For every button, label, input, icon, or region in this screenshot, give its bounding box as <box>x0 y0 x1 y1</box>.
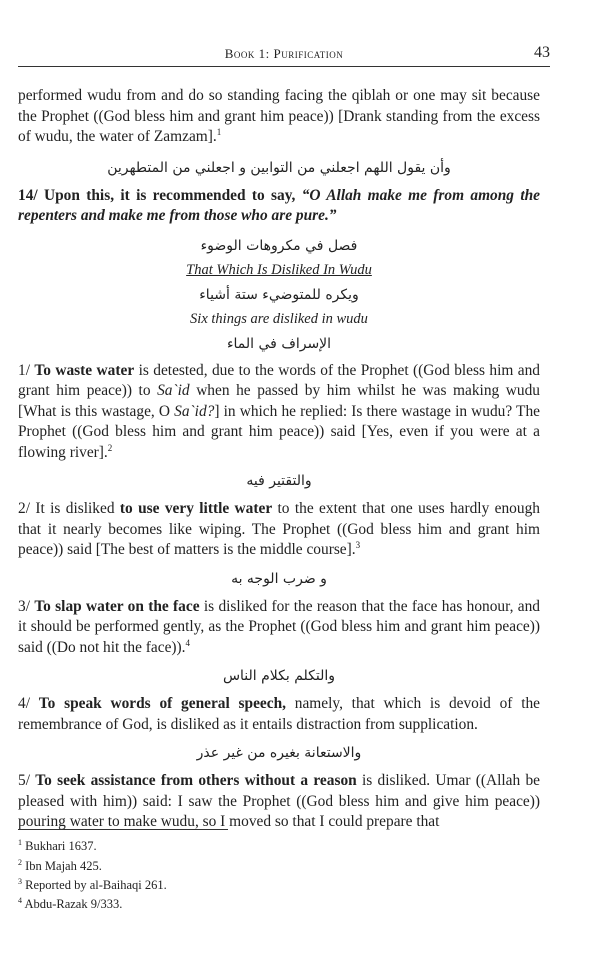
footnote-3: $^3$ Reported by al-Baihaqi 261. <box>18 876 167 892</box>
page-body <box>18 86 540 833</box>
six-things-caption: Six things are disliked in wudu <box>190 310 368 327</box>
footnote-ref-3: 3 <box>355 539 361 550</box>
footnote-ref-2: 2 <box>107 442 113 453</box>
page-number: 43 <box>534 44 550 61</box>
arabic-israf: الإسراف في الماء <box>226 335 332 352</box>
arabic-supplication: وأن يقول اللهم اجعلني من التوابين و اجعلني من المتطهرين <box>107 159 451 176</box>
footnote-ref-4: 4 <box>185 637 191 648</box>
arabic-takallum: والتكلم بكلام الناس <box>222 668 336 684</box>
footnote-ref-1: 1 <box>216 126 222 137</box>
item-3: 3/ To slap water on the face is disliked for the reason that the face has honour, and it should be performed gently, as the Prophet ((God bless him and grant him peace)) said ((Do not hit the face)).$^4$ <box>18 597 540 656</box>
footnote-divider <box>18 829 228 830</box>
footnote-2: $^2$ Ibn Majah 425. <box>18 857 102 873</box>
arabic-six-things: ويكره للمتوضيء ستة أشياء <box>199 286 359 303</box>
footnote-4: $^4$ Abdu-Razak 9/333. <box>18 895 123 911</box>
paragraph-14: 14/ Upon this, it is recommended to say, “O Allah make me from among the repenters and make me from those who are pure.” <box>18 186 540 224</box>
item-5: 5/ To seek assistance from others without a reason is disliked. Umar ((Allah be pleased with him)) said: I saw the Prophet ((God bless him and give him peace)) pouring water to make wudu, so I moved so that I could prepare that <box>18 772 540 830</box>
item-1: 1/ To waste water is detested, due to the words of the Prophet ((God bless him and grant him peace)) to Sa`id when he passed by him whilst he was making wudu [What is this wastage, O Sa`id?] in which he replied: Is there wastage in wudu? The Prophet ((God bless him and grant him peace)) said [Yes, even if you were at a flowing river].$^2$ <box>18 361 540 461</box>
footnote-1: $^1$ Bukhari 1637. <box>18 837 97 853</box>
paragraph-continuation: performed wudu from and do so standing facing the qiblah or one may sit because the Prophet ((God bless him and grant him peace)) [Drank standing from the excess of wudu, the water of Zamzam].$^1$ <box>18 87 540 145</box>
arabic-darb: و ضرب الوجه به <box>231 570 327 587</box>
arabic-section-heading: فصل في مكروهات الوضوء <box>200 237 358 254</box>
running-header <box>18 44 550 67</box>
running-title: Book 1: Purification <box>224 46 344 61</box>
arabic-istiana: والاستعانة بغيره من غير عذر <box>196 745 362 761</box>
section-heading: That Which Is Disliked In Wudu <box>186 261 372 278</box>
item-4: 4/ To speak words of general speech, namely, that which is devoid of the remembrance of God, is disliked as it entails distraction from supplication. <box>18 695 540 733</box>
arabic-taqtir: والتقتير فيه <box>246 473 312 489</box>
item-2: 2/ It is disliked to use very little water to the extent that one uses hardly enough that it nearly becomes like wiping. The Prophet ((God bless him and grant him peace)) said [The best of matters is the middle course].$^3$ <box>18 500 540 558</box>
